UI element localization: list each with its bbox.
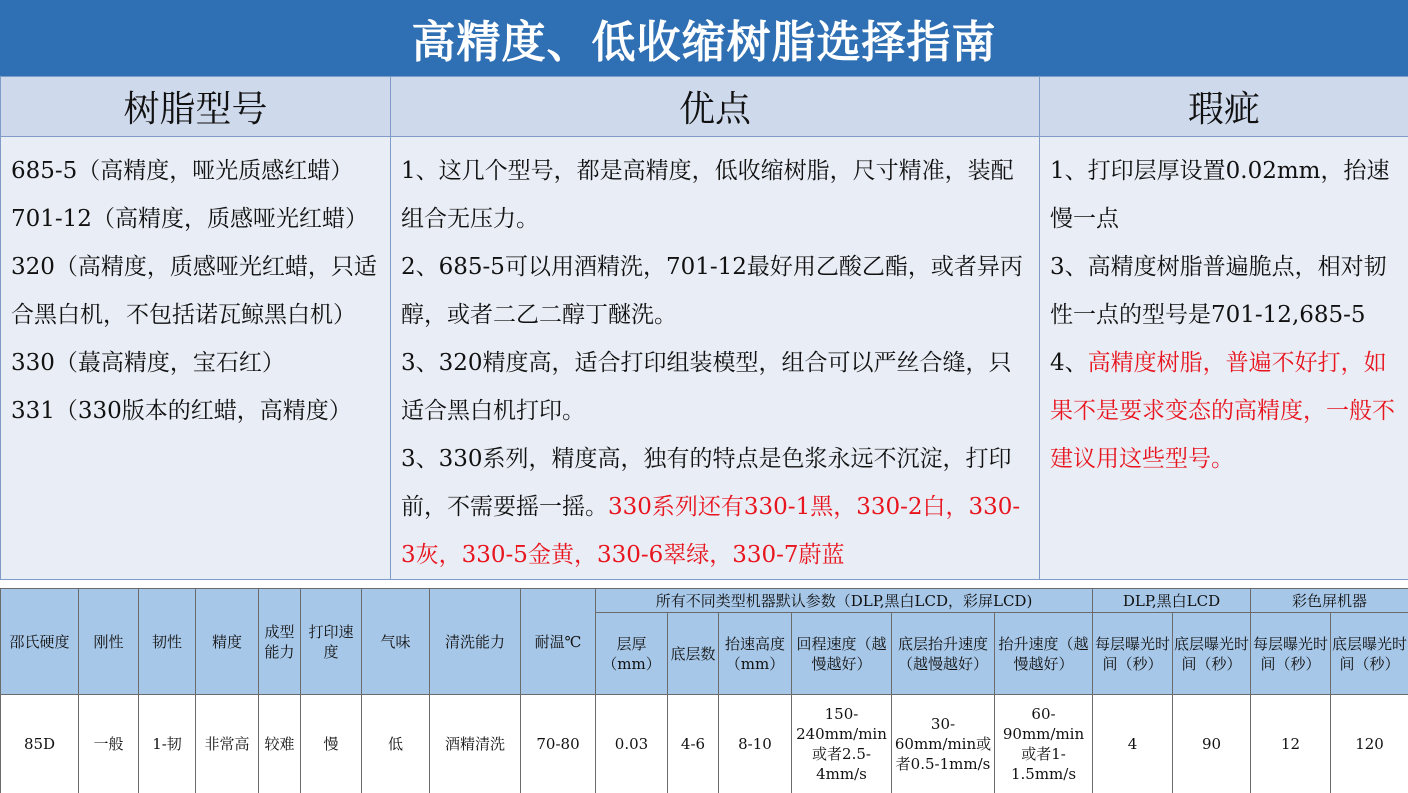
param-value: 90 (1173, 695, 1251, 793)
col-header: 抬升速度（越慢越好） (995, 613, 1093, 695)
guide-body-row (1, 137, 1408, 580)
col-header: 底层抬升速度（越慢越好） (892, 613, 995, 695)
param-value: 非常高 (196, 695, 259, 793)
advantage-item: 1、这几个型号，都是高精度，低收缩树脂，尺寸精准，装配组合无压力。 (401, 158, 1014, 232)
param-value: 85D (1, 695, 79, 793)
flaw-warning: 高精度树脂，普遍不好打，如果不是要求变态的高精度，一般不建议用这些型号。 (1050, 350, 1395, 472)
param-value: 60-90mm/min或者1-1.5mm/s (995, 695, 1093, 793)
model-item: 685-5（高精度，哑光质感红蜡） (11, 158, 354, 184)
col-header: 清洗能力 (430, 589, 521, 695)
header-flaws: 瑕疵 (1040, 77, 1408, 137)
model-item: 701-12（高精度，质感哑光红蜡） (11, 206, 368, 232)
col-header: 底层曝光时间（秒） (1173, 613, 1251, 695)
param-value: 一般 (79, 695, 139, 793)
col-header: 精度 (196, 589, 259, 695)
group-header-color: 彩色屏机器 (1251, 589, 1408, 613)
header-advantages: 优点 (391, 77, 1040, 137)
col-header: 耐温℃ (521, 589, 596, 695)
col-header: 打印速度 (301, 589, 362, 695)
print-params-table (0, 588, 1408, 793)
param-value: 0.03 (596, 695, 668, 793)
flaw-item: 3、高精度树脂普遍脆点，相对韧性一点的型号是701-12,685-5 (1050, 254, 1387, 328)
advantage-item (401, 435, 1033, 579)
col-header: 邵氏硬度 (1, 589, 79, 695)
group-header-dlp: DLP,黑白LCD (1093, 589, 1251, 613)
col-header: 回程速度（越慢越好） (792, 613, 892, 695)
param-value: 70-80 (521, 695, 596, 793)
param-value: 慢 (301, 695, 362, 793)
col-header: 成型能力 (259, 589, 301, 695)
param-value: 8-10 (719, 695, 792, 793)
param-value: 4 (1093, 695, 1173, 793)
color-variants-note: 330系列还有330-1黑，330-2白，330-3灰，330-5金黄，330-6翠绿，330-7蔚蓝 (401, 494, 1021, 568)
col-header: 抬速高度（mm） (719, 613, 792, 695)
param-value: 12 (1251, 695, 1331, 793)
header-model: 树脂型号 (1, 77, 391, 137)
param-value: 低 (362, 695, 430, 793)
flaw-item: 1、打印层厚设置0.02mm，抬速慢一点 (1050, 158, 1390, 232)
param-value: 1-韧 (139, 695, 196, 793)
model-item: 331（330版本的红蜡，高精度） (11, 398, 352, 424)
model-item: 320（高精度，质感哑光红蜡，只适合黑白机，不包括诺瓦鲸黑白机） (11, 254, 377, 328)
col-header: 每层曝光时间（秒） (1251, 613, 1331, 695)
advantage-text: 3、330系列，精度高，独有的特点是色浆永远不沉淀，打印前，不需要摇一摇。 (401, 446, 1012, 520)
flaw-item (1050, 339, 1402, 483)
param-value: 较难 (259, 695, 301, 793)
advantage-item: 2、685-5可以用酒精洗，701-12最好用乙酸乙酯，或者异丙醇，或者二乙二醇丁醚洗。 (401, 254, 1023, 328)
param-value: 120 (1331, 695, 1408, 793)
params-value-row (1, 695, 1408, 793)
col-header: 韧性 (139, 589, 196, 695)
col-header: 底层曝光时间（秒） (1331, 613, 1408, 695)
flaw-prefix: 4、 (1050, 350, 1088, 376)
group-header-all-machines: 所有不同类型机器默认参数（DLP,黑白LCD，彩屏LCD) (596, 589, 1093, 613)
param-value: 150-240mm/min或者2.5-4mm/s (792, 695, 892, 793)
model-item: 330（蕞高精度，宝石红） (11, 350, 285, 376)
page-title: 高精度、低收缩树脂选择指南 (0, 0, 1408, 76)
param-value: 30-60mm/min或者0.5-1mm/s (892, 695, 995, 793)
col-header: 刚性 (79, 589, 139, 695)
advantage-item: 3、320精度高，适合打印组装模型，组合可以严丝合缝，只适合黑白机打印。 (401, 350, 1012, 424)
col-header: 层厚（mm） (596, 613, 668, 695)
resin-guide-table (0, 76, 1408, 580)
col-header: 每层曝光时间（秒） (1093, 613, 1173, 695)
flaws-cell (1040, 137, 1408, 580)
guide-header-row (1, 77, 1408, 137)
advantages-cell (391, 137, 1040, 580)
col-header: 底层数 (668, 613, 719, 695)
col-header: 气味 (362, 589, 430, 695)
models-cell (1, 137, 391, 580)
param-value: 酒精清洗 (430, 695, 521, 793)
param-value: 4-6 (668, 695, 719, 793)
params-group-row (1, 589, 1408, 613)
